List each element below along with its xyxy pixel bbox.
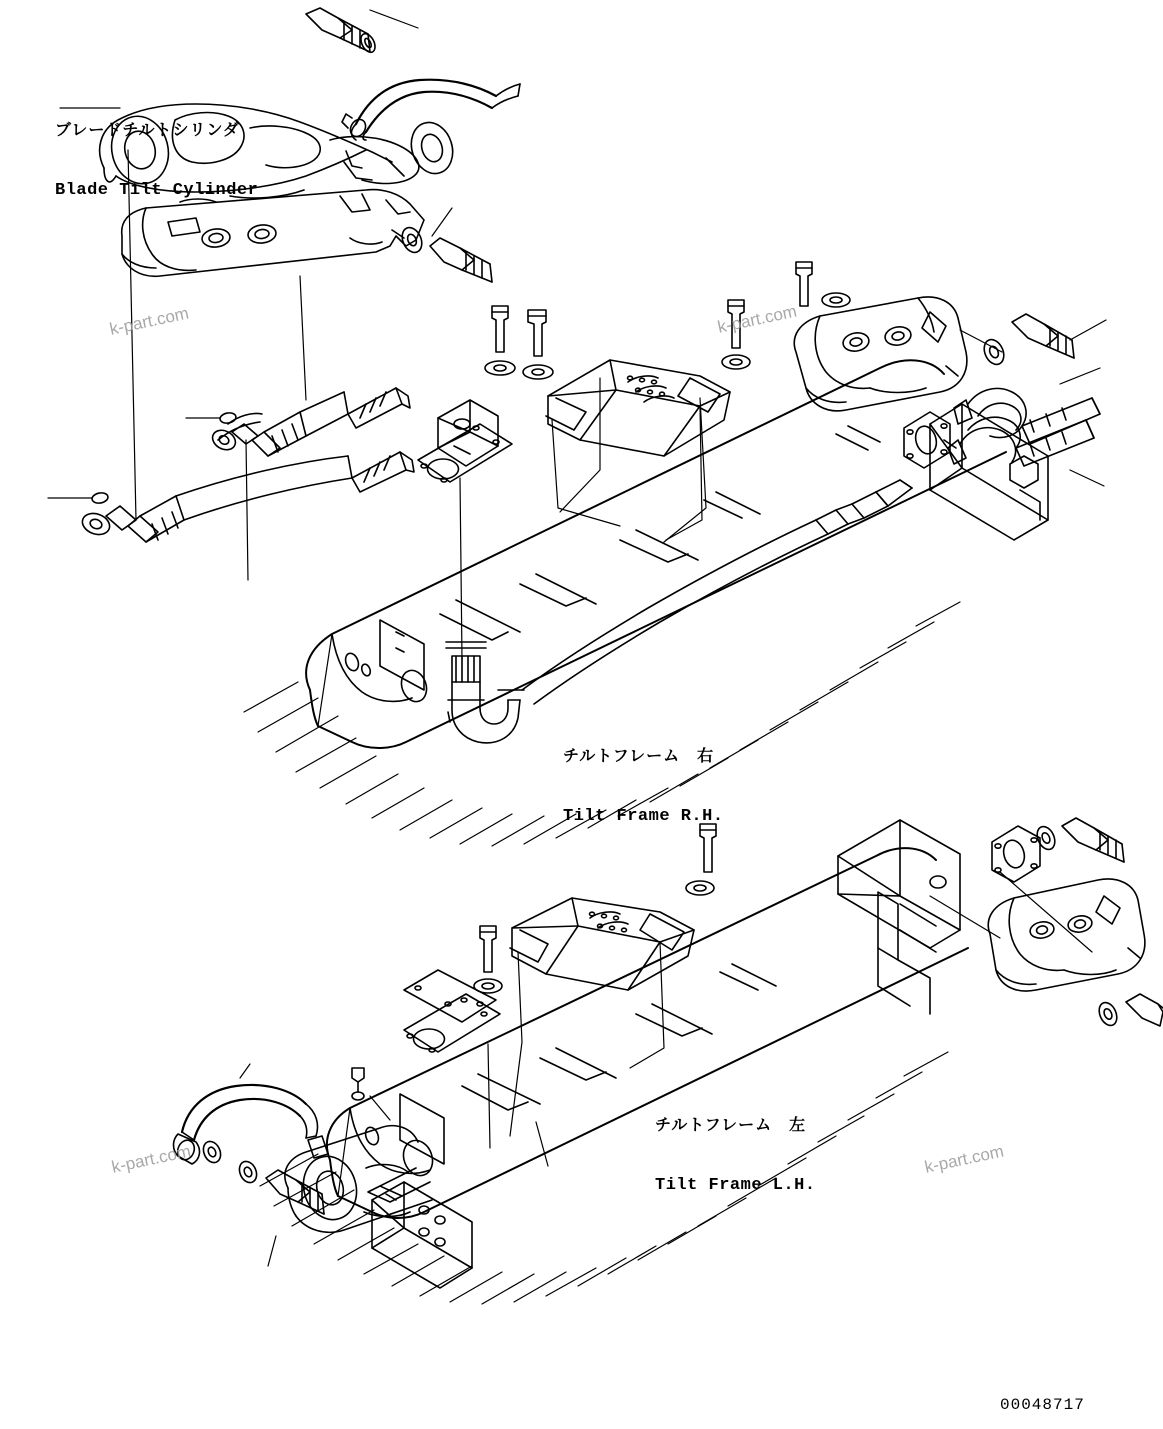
label-blade-tilt-cylinder-en: Blade Tilt Cylinder [55,181,259,200]
valve-block-rh [930,404,1048,540]
label-tilt-frame-lh [655,1075,816,1236]
fitting-pin-lh [352,1068,364,1100]
flange-gasket-rh [904,412,950,468]
bolt-top-left [306,8,378,55]
label-tilt-frame-rh [563,706,724,867]
label-tilt-frame-lh-en: Tilt Frame L.H. [655,1176,816,1195]
watermark: k-part.com [107,303,191,339]
bolt-rh-guard-upper [796,262,850,307]
guard-bracket-lh-bottom [988,879,1145,991]
hose-assembly-upper [209,388,410,456]
flange-gasket-lh-bottom [992,826,1040,882]
drawing-number: 00048717 [1000,1396,1085,1414]
bolt-lh-cylinder [200,1139,324,1266]
bolt-lh-left [474,926,502,993]
guard-bracket-rh [794,297,967,411]
label-blade-tilt-cylinder [55,80,258,241]
watermark: k-part.com [715,301,799,337]
watermark: k-part.com [922,1141,1006,1177]
bolt-bottom-right-upper [1034,818,1124,862]
label-tilt-frame-rh-en: Tilt Frame R.H. [563,807,724,826]
bolt-rh-guard-right [980,314,1074,368]
frame-tube-rh [446,642,524,743]
watermark: k-part.com [109,1141,193,1177]
label-blade-tilt-cylinder-jp: ブレードチルトシリンダ [55,120,240,139]
upper-hose-tube [342,80,520,140]
label-tilt-frame-lh-jp: チルトフレーム 左 [655,1115,807,1134]
hose-eyelet-markers [48,412,237,505]
valve-block-lh [372,1182,472,1288]
label-tilt-frame-rh-jp: チルトフレーム 右 [563,746,715,765]
bolt-guard-right [398,224,492,282]
bolt-pair-center-upper [485,306,553,379]
cylinder-hose-lh [174,1064,329,1164]
